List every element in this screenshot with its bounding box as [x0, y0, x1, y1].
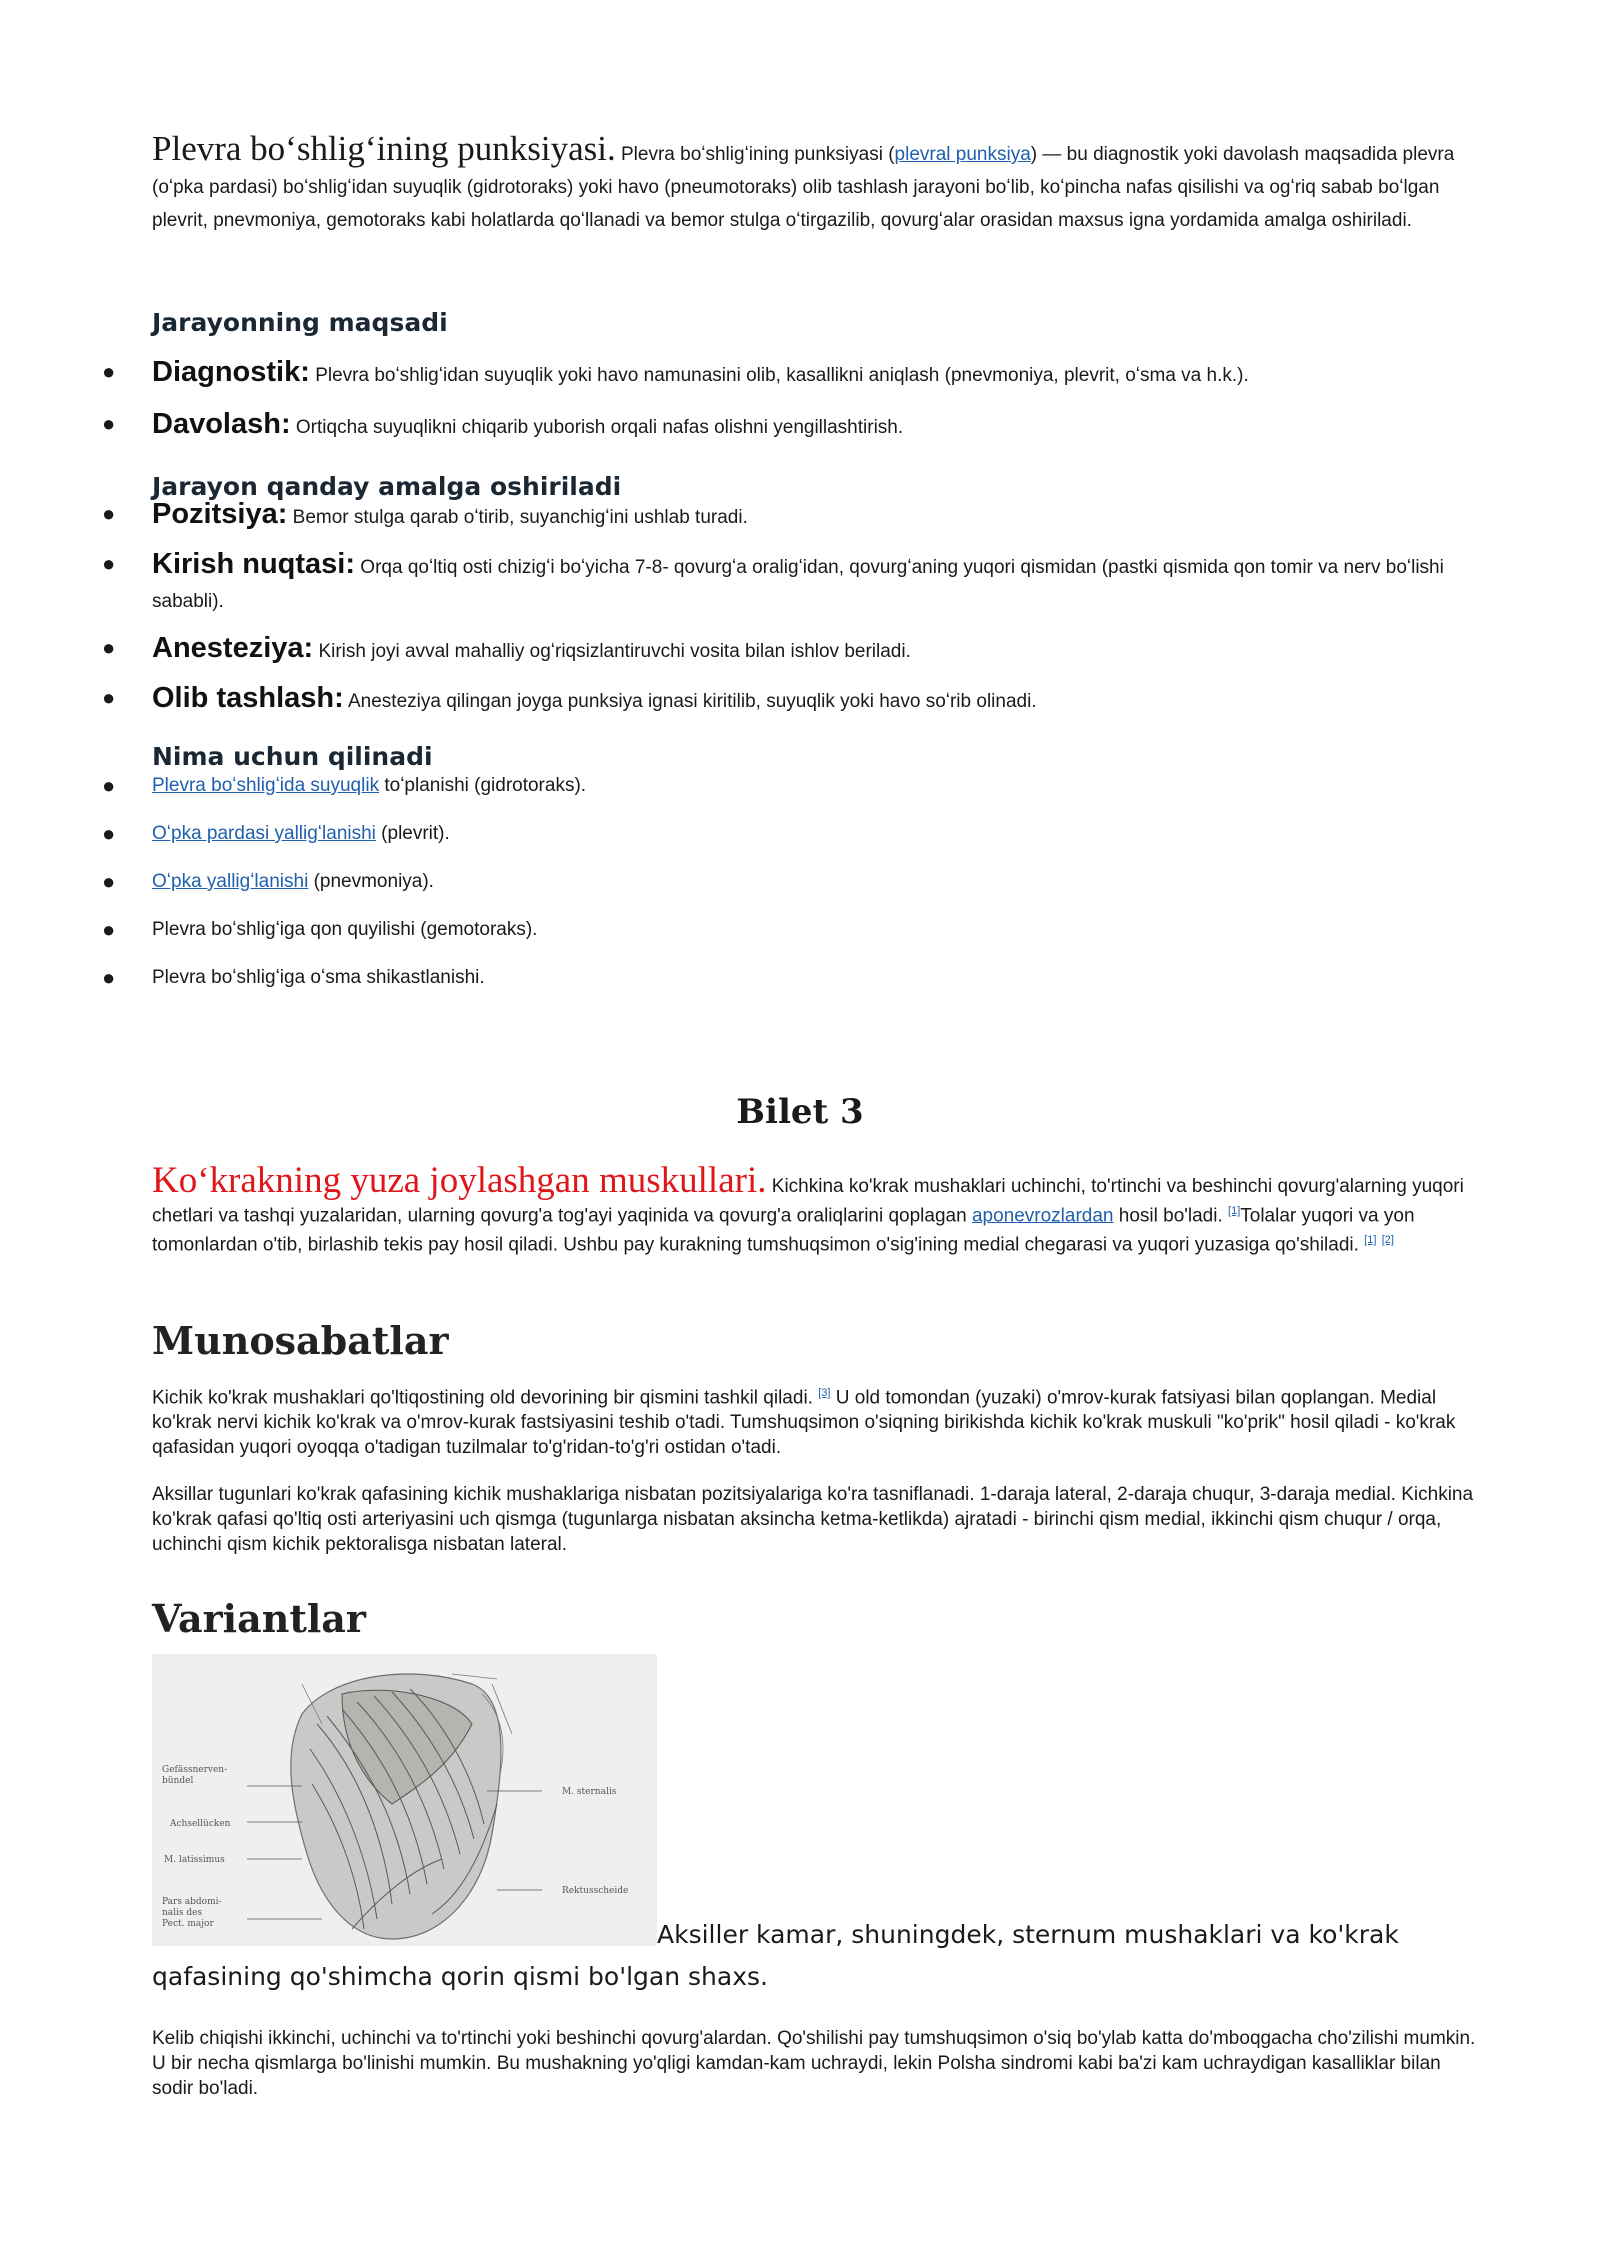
purpose-section [102, 308, 1482, 445]
anatomy-figure [152, 1654, 657, 1946]
lead-text-end: ) — bu diagnostik yoki davolash maqsadida plevra (oʻpka pardasi) boʻshligʻidan suyuqlik (gidrotoraks) yoki havo (pneumotoraks) olib tashlash jarayoni boʻlib, koʻpincha nafas qisilishi va ogʻriq sabab boʻlgan plevrit, pnevmoniya, gemotoraks kabi holatlarda qoʻllanadi va bemor stulga oʻtirgazilib, qovurgʻalar orasidan maxsus igna yordamida amalga oshiriladi. [152, 144, 1455, 231]
link-plevral-punksiya[interactable]: plevral punksiya [894, 144, 1031, 165]
item-text: Orqa qoʻltiq osti chizigʻi boʻyicha 7-8- qovurgʻa oraligʻidan, qovurgʻaning yuqori qismidan (pastki qismida qon tomir va nerv boʻlishi sababli). [152, 557, 1444, 612]
link-pleural-fluid[interactable]: Plevra boʻshligʻida suyuqlik [152, 775, 380, 796]
item-term: Davolash: [152, 408, 291, 440]
figure-label: Rektusscheide [562, 1886, 629, 1896]
heading-why: Nima uchun qilinadi [152, 742, 433, 771]
bullet-icon: ● [102, 821, 116, 846]
heading-purpose: Jarayonning maqsadi [152, 308, 448, 337]
bullet-icon: ● [102, 501, 116, 526]
heading-procedure: Jarayon qanday amalga oshiriladi [152, 472, 622, 501]
figure-label: Achsellücken [170, 1819, 231, 1829]
bullet-icon: ● [102, 411, 116, 436]
heading-variants: Variantlar [152, 1596, 366, 1641]
bullet-icon: ● [102, 685, 116, 710]
item-text: Plevra boʻshligʻiga qon quyilishi (gemotoraks). [152, 919, 538, 940]
chest-muscles-paragraph [152, 1160, 1482, 1258]
item-text: (pnevmoniya). [308, 871, 434, 892]
item-term: Anesteziya: [152, 632, 314, 664]
variants-section [152, 1596, 1482, 1641]
bullet-icon: ● [102, 917, 116, 942]
figure-label: Pars abdomi-nalis des Pect. major [162, 1897, 222, 1929]
item-text: Bemor stulga qarab oʻtirib, suyanchigʻini ushlab turadi. [292, 507, 748, 528]
link-pleurisy[interactable]: Oʻpka pardasi yalligʻlanishi [152, 823, 376, 844]
list-item [102, 865, 1482, 899]
list-item [102, 631, 1482, 669]
lead-text-start: Plevra boʻshligʻining punksiyasi ( [621, 144, 895, 165]
figure-caption-line-1: Aksiller kamar, shuningdek, sternum mushaklari va ko'krak [657, 1920, 1399, 1949]
list-item [102, 497, 1482, 535]
heading-relations: Munosabatlar [152, 1318, 449, 1363]
procedure-list [102, 497, 1482, 719]
item-text: Kirish joyi avval mahalliy ogʻriqsizlantiruvchi vosita bilan ishlov beriladi. [318, 641, 911, 662]
p2-text-a: Kichik ko'krak mushaklari qo'ltiqostining old devorining bir qismini tashkil qiladi. [152, 1387, 819, 1409]
bullet-icon: ● [102, 635, 116, 660]
link-pneumonia[interactable]: Oʻpka yalligʻlanishi [152, 871, 309, 892]
why-list [102, 769, 1482, 995]
reference-link[interactable]: [3] [818, 1387, 831, 1399]
figure-label: Gefässnerven-bündel [162, 1765, 228, 1786]
list-item [102, 961, 1482, 995]
variants-paragraph-section [152, 2026, 1482, 2101]
variants-paragraph: Kelib chiqishi ikkinchi, uchinchi va to'rtinchi yoki beshinchi qovurg'alardan. Qo'shilishi pay tumshuqsimon o'siq bo'ylab katta do'mboqgacha cho'zilishi mumkin. U bir necha qismlarga bo'linishi mumkin. Bu mushakning yo'qligi kamdan-kam uchraydi, lekin Polsha sindromi kabi ba'zi kam uchraydigan kasalliklar bilan sodir bo'ladi. [152, 2028, 1476, 2099]
p1-text-c: Tolalar yuqori va yon tomonlardan o'tib, birlashib tekis pay hosil qiladi. Ushbu pay kurakning tumshuqsimon o'sig'ining medial chegarasi va yuqori yuzasiga qo'shiladi. [152, 1205, 1415, 1256]
item-term: Diagnostik: [152, 356, 310, 388]
ticket-heading: Bilet 3 [736, 1092, 864, 1132]
bullet-icon: ● [102, 551, 116, 576]
relations-paragraph-2: Aksillar tugunlari ko'krak qafasining kichik mushaklariga nisbatan pozitsiyalariga ko'ra tasniflanadi. 1-daraja lateral, 2-daraja chuqur, 3-daraja medial. Kichkina ko'krak qafasi qo'ltiq osti arteriyasini uch qismga (tugunlarga nisbatan aksincha ketma-ketlikda) ajratadi - birinchi qism medial, ikkinchi qism chuqur / orqa, uchinchi qism kichik pektoralisga nisbatan lateral. [152, 1484, 1474, 1556]
anatomy-drawing [152, 1654, 657, 1946]
item-text: (plevrit). [375, 823, 450, 844]
p2-text-b: U old tomondan (yuzaki) o'mrov-kurak fatsiyasi bilan qoplangan. Medial ko'krak nervi kichik ko'krak va o'mrov-kurak fastsiyasini teshib o'tadi. Tumshuqsimon o'siqning birikishda kichik ko'krak muskuli "ko'prik" hosil qiladi - ko'krak qafasidan yuqori oyoqqa o'tadigan tuzilmalar to'g'ridan-to'g'ri ostidan o'tadi. [152, 1387, 1456, 1459]
item-text: Plevra boʻshligʻidan suyuqlik yoki havo namunasini olib, kasallikni aniqlash (pnevmoniya, plevrit, oʻsma va h.k.). [315, 365, 1249, 386]
list-item [102, 407, 1482, 445]
chest-muscles-intro [152, 1160, 1482, 1258]
item-term: Pozitsiya: [152, 498, 288, 530]
intro-text [152, 129, 1482, 237]
section-title-chest-muscles: Koʻkrakning yuza joylashgan muskullari. [152, 1160, 767, 1201]
item-text: Ortiqcha suyuqlikni chiqarib yuborish orqali nafas olishni yengillashtirish. [295, 417, 904, 438]
figure-label: M. latissimus [164, 1855, 225, 1865]
item-text: Anesteziya qilingan joyga punksiya ignasi kiritilib, suyuqlik yoki havo soʻrib olinadi. [348, 691, 1037, 712]
item-term: Olib tashlash: [152, 682, 344, 714]
figure-caption-line-2: qafasining qo'shimcha qorin qismi bo'lgan shaxs. [152, 1962, 768, 1991]
relations-section [152, 1318, 1482, 1557]
procedure-section [102, 472, 1482, 719]
figure-label: M. sternalis [562, 1787, 617, 1797]
item-text: Plevra boʻshligʻiga oʻsma shikastlanishi. [152, 967, 485, 988]
list-item [102, 769, 1482, 803]
list-item [102, 355, 1482, 393]
bullet-icon: ● [102, 773, 116, 798]
reference-link[interactable]: [1] [1228, 1205, 1241, 1217]
section-title-pleural-puncture: Plevra boʻshligʻining punksiyasi. [152, 129, 616, 168]
item-text: toʻplanishi (gidrotoraks). [379, 775, 587, 796]
intro-paragraph [152, 129, 1482, 237]
bullet-icon: ● [102, 869, 116, 894]
list-item [102, 681, 1482, 719]
list-item [102, 913, 1482, 947]
reference-link[interactable]: [2] [1381, 1234, 1394, 1247]
why-section [102, 742, 1482, 995]
list-item [102, 547, 1482, 619]
reference-link[interactable]: [1] [1364, 1234, 1377, 1247]
p1-text-b: hosil bo'ladi. [1113, 1205, 1229, 1227]
link-aponevrozlardan[interactable]: aponevrozlardan [971, 1205, 1114, 1227]
p1-text-a: Kichkina ko'krak mushaklari uchinchi, to'rtinchi va beshinchi qovurg'alarning yuqori chetlari va tashqi yuzalaridan, ularning qovurg'a tog'ayi yaqinida va qovurg'a oraliqlarini qoplagan [152, 1176, 1464, 1227]
bullet-icon: ● [102, 965, 116, 990]
list-item [102, 817, 1482, 851]
relations-paragraph-1 [152, 1381, 1482, 1460]
bullet-icon: ● [102, 359, 116, 384]
item-term: Kirish nuqtasi: [152, 548, 356, 580]
purpose-list [102, 355, 1482, 445]
